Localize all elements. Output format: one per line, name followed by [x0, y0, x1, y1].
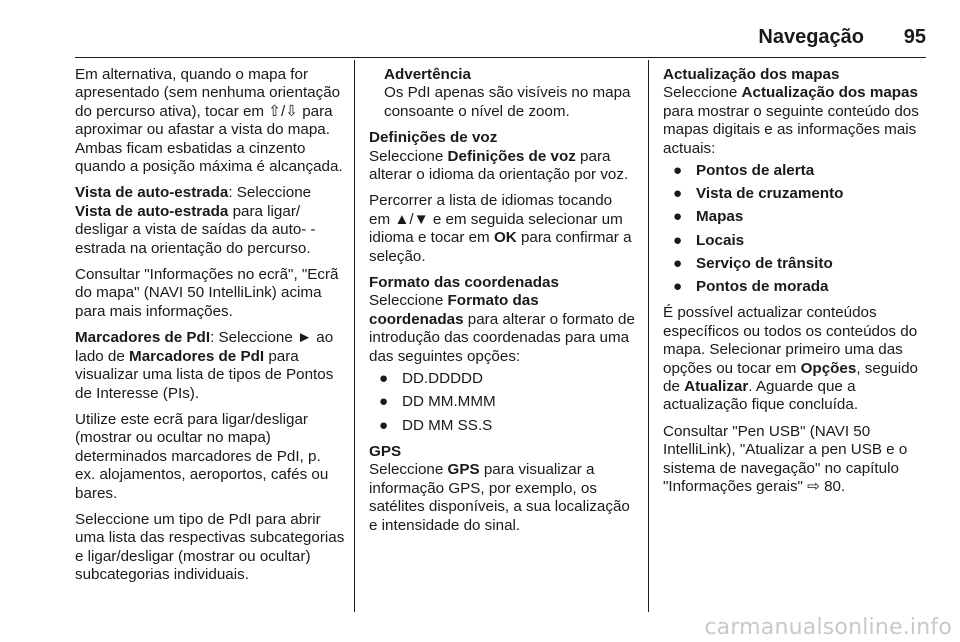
list-item: ● Mapas	[673, 208, 744, 226]
paragraph: Vista de auto-estrada: Seleccione Vista de auto-estrada para ligar/ desligar a vista de saídas da auto- -estrada na orientação do percurso.	[75, 184, 316, 257]
paragraph: Em alternativa, quando o mapa for apresentado (sem nenhuma orientação do percurso ativa), tocar em ⇧/⇩ para aproximar ou afastar a vista do mapa. Ambas ficam esbatidas a cinzento quando a posição máxima é alcançada.	[75, 66, 343, 176]
coordinate-options-list	[369, 370, 637, 435]
paragraph: Actualização dos mapas Seleccione Actualização dos mapas para mostrar o seguinte conteúdo dos mapas digitais e as informações mais actuais:	[663, 66, 931, 158]
bullet: ●	[379, 370, 389, 388]
header-rule	[75, 57, 926, 58]
list-item: ● Pontos de morada	[673, 278, 829, 296]
column-1	[75, 66, 345, 593]
paragraph: GPS Seleccione GPS para visualizar a informação GPS, por exemplo, os satélites disponíveis, a sua localização e intensidade do sinal.	[369, 443, 637, 535]
column-3	[663, 66, 931, 505]
warning-text: Os PdI apenas são visíveis no mapa consoante o nível de zoom.	[384, 84, 631, 120]
list-item: ● Serviço de trânsito	[673, 254, 833, 272]
section-title: Navegação	[758, 26, 864, 48]
column-2	[369, 66, 637, 543]
bullet: ●	[673, 185, 683, 203]
column-divider	[354, 60, 355, 612]
list-item: ● DD.DDDDD	[379, 370, 483, 388]
bullet: ●	[379, 416, 389, 434]
watermark: carmanualsonline.info	[704, 615, 952, 640]
term: Formato das coordenadas	[369, 292, 539, 328]
page-header	[0, 0, 960, 56]
column-divider	[648, 60, 649, 612]
term: Vista de auto-estrada	[75, 202, 229, 220]
map-update-list	[663, 162, 931, 296]
term: Marcadores de PdI	[129, 347, 265, 365]
bullet: ●	[673, 162, 683, 180]
warning-title: Advertência	[384, 66, 471, 83]
bullet: ●	[379, 393, 389, 411]
term: Vista de auto-estrada	[75, 184, 229, 202]
subheading: Formato das coordenadas	[369, 274, 559, 292]
paragraph: Consultar "Pen USB" (NAVI 50 IntelliLink), "Atualizar a pen USB e o sistema de navegação" no capítulo "Informações gerais" ⇨ 80.	[663, 422, 908, 496]
list-item: ● DD MM SS.S	[379, 416, 493, 434]
subheading: Actualização dos mapas	[663, 66, 840, 83]
paragraph: Utilize este ecrã para ligar/desligar (mostrar ou ocultar no mapa) determinados marcadores de PdI, p. ex. alojamentos, aeroportos, cafés ou bares.	[75, 410, 329, 502]
term: Definições de voz	[447, 147, 576, 165]
page-number: 95	[903, 26, 926, 48]
paragraph: Seleccione um tipo de PdI para abrir uma lista das respectivas subcategorias e ligar/desligar (mostrar ou ocultar) subcategorias individuais.	[75, 510, 345, 584]
warning-box	[369, 66, 637, 121]
list-item: ● Locais	[673, 231, 745, 249]
term: Marcadores de PdI	[75, 329, 211, 347]
list-item: ● Pontos de alerta	[673, 162, 815, 180]
term: Actualização dos mapas	[741, 84, 918, 102]
paragraph: Marcadores de PdI: Seleccione ► ao lado de Marcadores de PdI para visualizar uma lista de tipos de Pontos de Interesse (PIs).	[75, 329, 334, 402]
bullet: ●	[673, 208, 683, 226]
paragraph: Formato das coordenadas Seleccione Formato das coordenadas para alterar o formato de introdução das coordenadas para uma das seguintes opções:	[369, 274, 637, 366]
bullet: ●	[673, 231, 683, 249]
term: Opções	[800, 359, 857, 377]
list-item: ● Vista de cruzamento	[673, 185, 844, 203]
bullet: ●	[673, 254, 683, 272]
bullet: ●	[673, 278, 683, 296]
paragraph: Percorrer a lista de idiomas tocando em ▲/▼ e em seguida selecionar um idioma e tocar em OK para confirmar a seleção.	[369, 192, 632, 265]
subheading: Definições de voz	[369, 129, 498, 147]
subheading: GPS	[369, 442, 402, 460]
term: Atualizar	[684, 378, 749, 396]
paragraph: Consultar "Informações no ecrã", "Ecrã do mapa" (NAVI 50 IntelliLink) acima para mais informações.	[75, 266, 339, 320]
paragraph: Definições de voz Seleccione Definições de voz para alterar o idioma da orientação por voz.	[369, 129, 637, 184]
term: GPS	[447, 461, 480, 479]
term: OK	[493, 229, 517, 247]
list-item: ● DD MM.MMM	[379, 393, 496, 411]
paragraph: É possível actualizar conteúdos específicos ou todos os conteúdos do mapa. Selecionar primeiro uma das opções ou tocar em Opções, seguido de Atualizar. Aguarde que a actualização fique concluída.	[663, 304, 918, 414]
